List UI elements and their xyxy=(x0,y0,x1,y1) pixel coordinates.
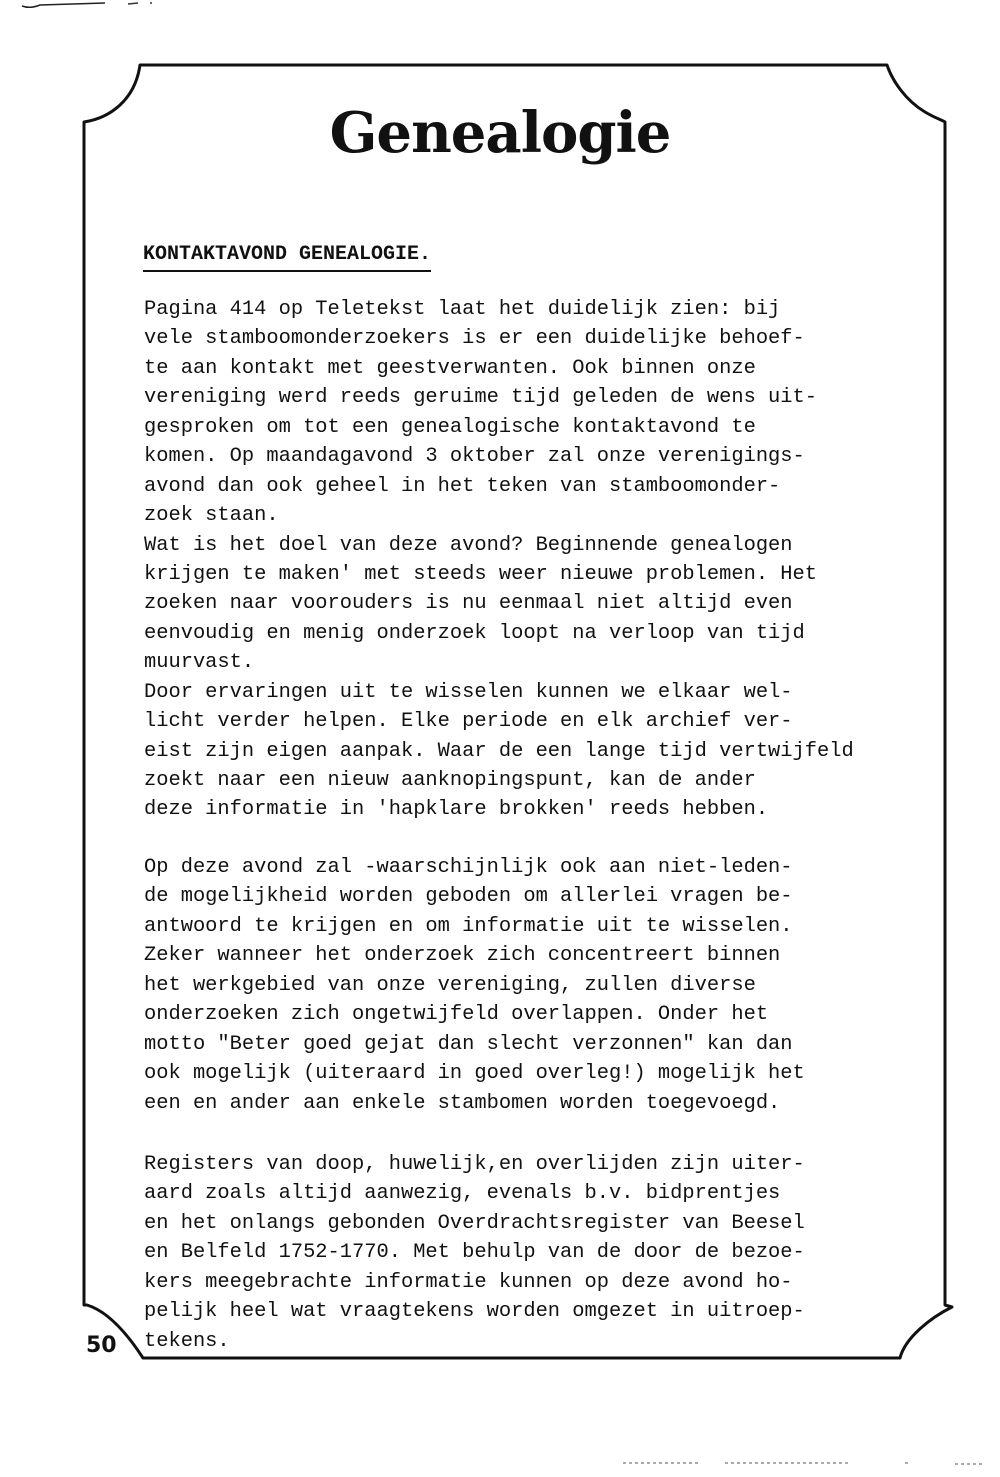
paragraph-2 xyxy=(144,853,805,1118)
text-line: tekens. xyxy=(144,1329,230,1353)
text-line: Door ervaringen uit te wisselen kunnen we elkaar wel- xyxy=(144,680,793,704)
text-line: ook mogelijk (uiteraard in goed overleg!) mogelijk het xyxy=(144,1062,805,1086)
scan-artifact-top-dash xyxy=(128,3,152,4)
text-line: Wat is het doel van deze avond? Beginnende genealogen xyxy=(144,533,793,557)
text-line: antwoord te krijgen en om informatie uit te wisselen. xyxy=(144,914,793,938)
text-line: Zeker wanneer het onderzoek zich concentreert binnen xyxy=(144,944,781,968)
text-line: het werkgebied van onze vereniging, zullen diverse xyxy=(144,973,756,997)
text-line: de mogelijkheid worden geboden om allerlei vragen be- xyxy=(144,885,793,909)
text-line: eist zijn eigen aanpak. Waar de een lange tijd vertwijfeld xyxy=(144,739,854,763)
text-line: krijgen te maken' met steeds weer nieuwe problemen. Het xyxy=(144,562,818,586)
text-line: motto "Beter goed gejat dan slecht verzonnen" kan dan xyxy=(144,1032,793,1056)
scan-artifact-bottom xyxy=(623,1463,985,1464)
text-line: avond dan ook geheel in het teken van stamboomonder- xyxy=(144,474,781,498)
page-title: Genealogie xyxy=(329,100,671,166)
text-line: zoeken naar voorouders is nu eenmaal niet altijd even xyxy=(144,592,793,616)
paragraph-1 xyxy=(144,295,854,825)
text-line: onderzoeken zich ongetwijfeld overlappen. Onder het xyxy=(144,1003,769,1027)
text-line: een en ander aan enkele stambomen worden toegevoegd. xyxy=(144,1091,781,1115)
text-line: zoekt naar een nieuw aanknopingspunt, kan de ander xyxy=(144,769,756,792)
text-line: en het onlangs gebonden Overdrachtsregister van Beesel xyxy=(144,1211,805,1235)
text-line: muurvast. xyxy=(144,651,255,675)
text-line: vele stamboomonderzoekers is er een duidelijke behoef- xyxy=(144,327,805,351)
text-line: vereniging werd reeds geruime tijd geleden de wens uit- xyxy=(144,386,818,410)
text-line: kers meegebrachte informatie kunnen op deze avond ho- xyxy=(144,1270,793,1294)
text-line: Registers van doop, huwelijk,en overlijden zijn uiter- xyxy=(144,1153,805,1176)
text-line: en Belfeld 1752-1770. Met behulp van de door de bezoe- xyxy=(144,1241,805,1265)
text-line: licht verder helpen. Elke periode en elk archief ver- xyxy=(144,710,793,734)
text-line: pelijk heel wat vraagtekens worden omgezet in uitroep- xyxy=(144,1300,805,1324)
text-line: Pagina 414 op Teletekst laat het duidelijk zien: bij xyxy=(144,298,781,321)
text-line: aard zoals altijd aanwezig, evenals b.v. bidprentjes xyxy=(144,1182,781,1206)
text-line: gesproken om tot een genealogische kontaktavond te xyxy=(144,415,756,439)
text-line: eenvoudig en menig onderzoek loopt na verloop van tijd xyxy=(144,621,805,645)
text-line: komen. Op maandagavond 3 oktober zal onze verenigings- xyxy=(144,445,805,469)
section-heading: KONTAKTAVOND GENEALOGIE. xyxy=(143,240,431,272)
text-line: zoek staan. xyxy=(144,504,279,528)
text-line: deze informatie in 'hapklare brokken' reeds hebben. xyxy=(144,798,769,822)
scan-artifact-top xyxy=(22,3,105,7)
page-number: 50 xyxy=(86,1333,117,1358)
text-line: te aan kontakt met geestverwanten. Ook binnen onze xyxy=(144,356,756,380)
paragraph-3 xyxy=(144,1150,805,1356)
text-line: Op deze avond zal -waarschijnlijk ook aan niet-leden- xyxy=(144,856,793,879)
